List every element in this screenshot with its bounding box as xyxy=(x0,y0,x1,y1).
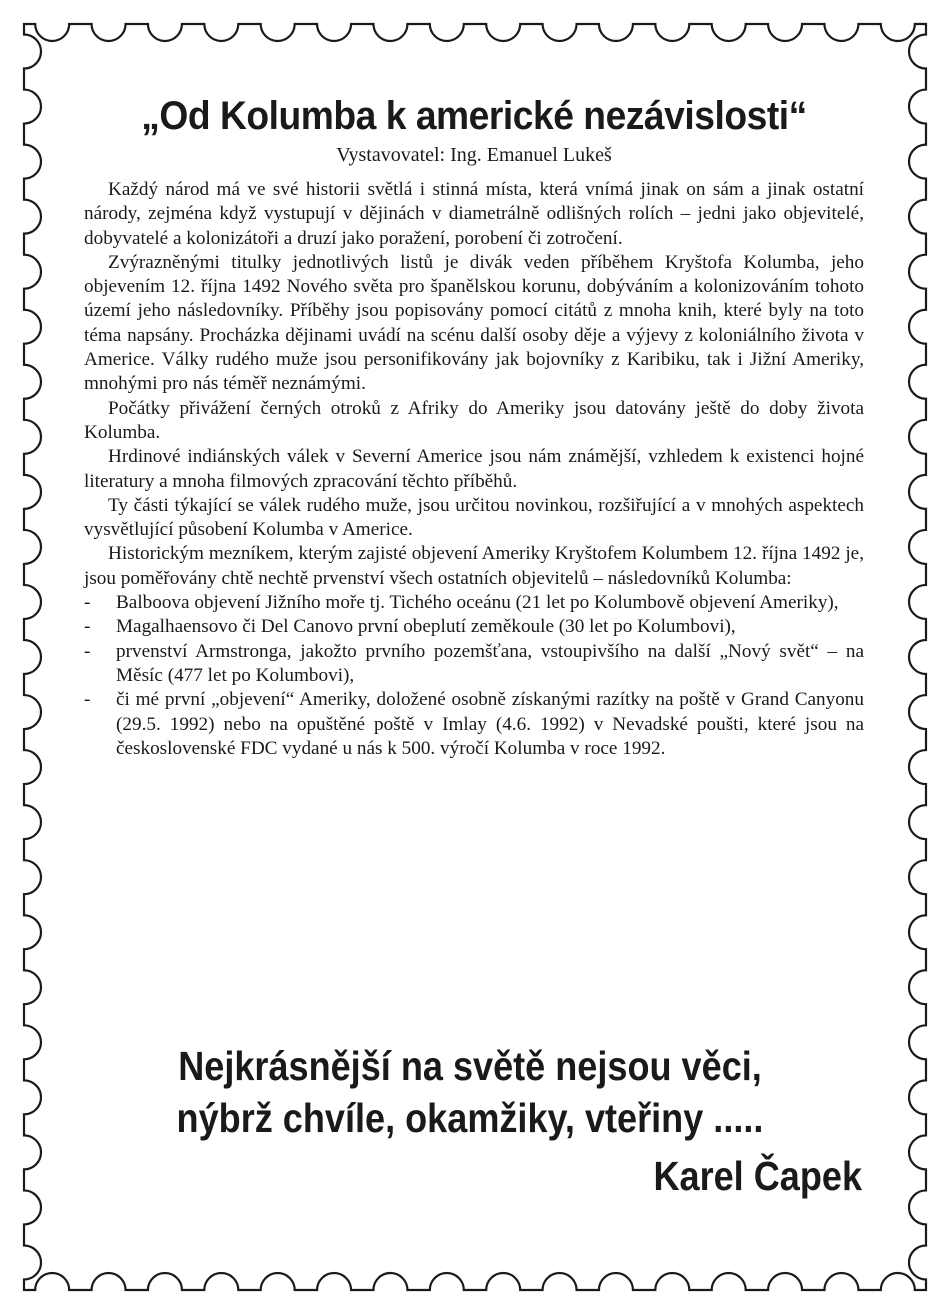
list-item-text: či mé první „objevení“ Ameriky, doložené osobně získanými razítky na poště v Grand Canyonu (29.5. 1992) nebo na opuštěné poště v Imlay (4.6. 1992) v Nevadské poušti, které jsou na československé FDC vydané u nás k 500. výročí Kolumba v roce 1992. xyxy=(116,689,864,759)
list-item-text: Balboova objevení Jižního moře tj. Tichého oceánu (21 let po Kolumbově objevení Ameriky), xyxy=(116,592,839,614)
paragraph-columbus-story: Zvýrazněnými titulky jednotlivých listů je divák veden příběhem Kryštofa Kolumba, jeho objevením 12. října 1492 Nového světa pro španělskou korunu, dobýváním a kolonizováním tohoto území jeho následovníky. Příběhy jsou popisovány pomocí citátů z mnoha knih, které byly na toto téma napsány. Procházka dějinami uvádí na scénu další osoby děje a výjevy z koloniálního života v Americe. Války rudého muže jsou personifikovány jak bojovníky z Karibiku, tak i Jižní Ameriky, mnohými pro nás téměř neznámými. xyxy=(84,251,864,395)
quote-line-2: nýbrž chvíle, okamžiky, vteřiny ..... xyxy=(176,1095,764,1141)
list-item xyxy=(84,615,864,639)
text-body xyxy=(84,178,864,761)
quote-line-1: Nejkrásnější na světě nejsou věci, xyxy=(178,1043,762,1089)
paragraph-slaves: Počátky přivážení černých otroků z Afriky do Ameriky jsou datovány ještě do doby života Kolumba. xyxy=(84,397,864,443)
list-bullet: - xyxy=(84,640,91,662)
paragraph-red-man-wars: Ty části týkající se válek rudého muže, jsou určitou novinkou, rozšiřující a v mnohých aspektech vysvětlující působení Kolumba v Americe. xyxy=(84,494,864,541)
quote-author: Karel Čapek xyxy=(653,1153,862,1199)
discoverers-list xyxy=(84,591,864,761)
list-bullet: - xyxy=(84,616,91,638)
list-item-text: Magalhaensovo či Del Canovo první obeplutí zeměkoule (30 let po Kolumbovi), xyxy=(116,616,736,638)
capek-quote xyxy=(153,1040,787,1144)
list-bullet: - xyxy=(84,592,91,614)
paragraph-milestone: Historickým mezníkem, kterým zajisté objevení Ameriky Kryštofem Kolumbem 12. října 1492 je, jsou poměřovány chtě nechtě prvenství všech ostatních objevitelů – následovníků Kolumba: xyxy=(84,543,864,589)
paragraph-intro: Každý národ má ve své historii světlá i stinná místa, která vnímá jinak on sám a jinak ostatní národy, zejména když vystupují v dějinách v diametrálně odlišných rolích – jedni jako objevitelé, dobyvatelé a kolonizátoři a druzí jako poražení, porobení či zotročení. xyxy=(84,179,864,249)
list-bullet: - xyxy=(84,689,91,711)
list-item xyxy=(84,688,864,761)
paragraph-indian-wars: Hrdinové indiánských válek v Severní Americe jsou nám známější, vzhledem k existenci hojné literatury a mnoha filmových zpracování těchto příběhů. xyxy=(84,446,864,492)
list-item xyxy=(84,640,864,689)
document-body xyxy=(84,92,864,761)
list-item xyxy=(84,591,864,615)
list-item-text: prvenství Armstronga, jakožto prvního pozemšťana, vstoupivšího na další „Nový svět“ – na Měsíc (477 let po Kolumbovi), xyxy=(116,640,864,686)
exhibitor-line: Vystavovatel: Ing. Emanuel Lukeš xyxy=(336,144,612,166)
document-title: „Od Kolumba k americké nezávislosti“ xyxy=(141,94,807,138)
